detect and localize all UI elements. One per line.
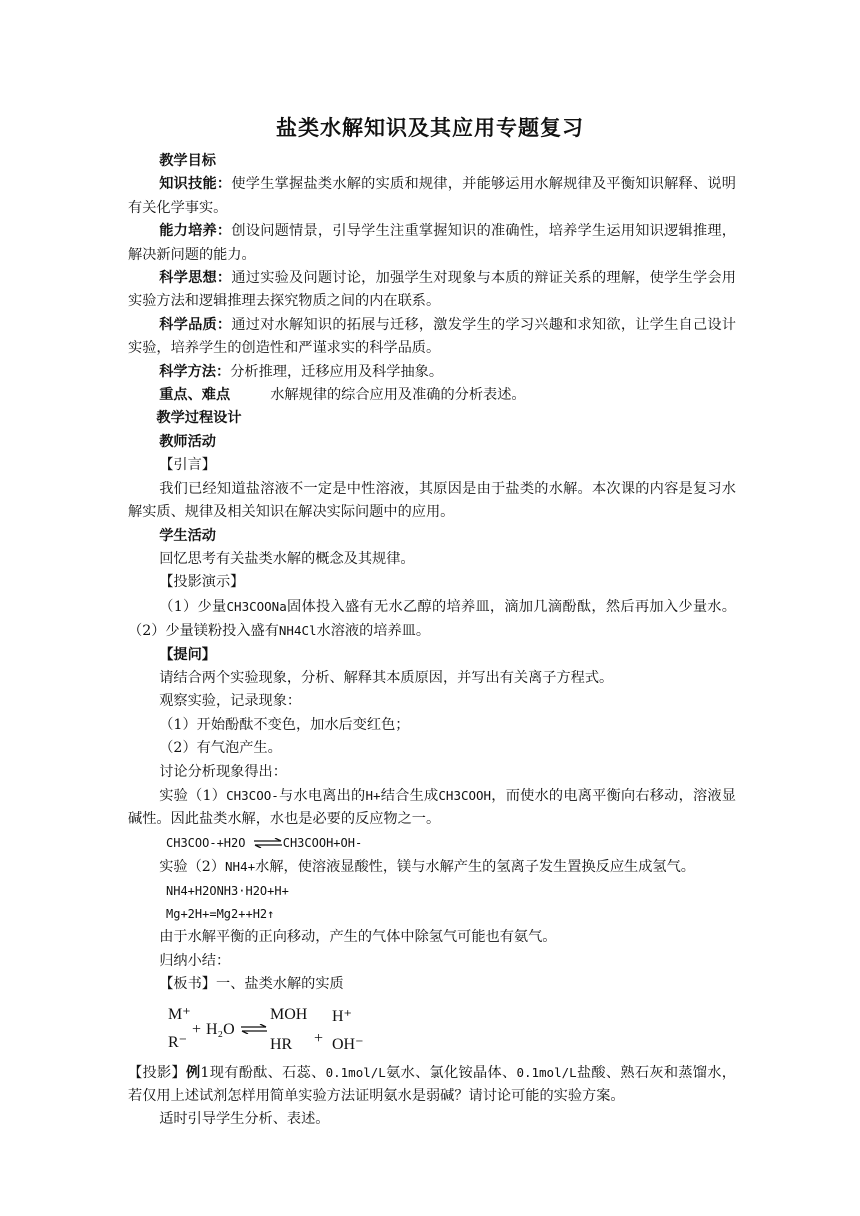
example-paragraph bbox=[128, 1061, 736, 1109]
thought-label: 科学思想： bbox=[159, 270, 232, 287]
method-label: 科学方法： bbox=[159, 363, 231, 380]
observation-2: （2）有气泡产生。 bbox=[159, 740, 282, 757]
page-title: 盐类水解知识及其应用专题复习 bbox=[276, 116, 584, 140]
experiment-1-paragraph bbox=[128, 784, 736, 832]
observe-text: 观察实验，记录现象： bbox=[159, 693, 302, 710]
hydroxide-ion-label: OH⁻ bbox=[332, 1035, 364, 1053]
goals-heading: 教学目标 bbox=[159, 153, 216, 169]
equation-left: CH3COO-+H2O bbox=[166, 835, 246, 850]
chem-formula: CH3COO- bbox=[226, 787, 279, 803]
equation-3: Mg+2H+=Mg2++H2↑ bbox=[166, 907, 275, 921]
document-body bbox=[128, 150, 736, 1132]
question-tag: 【提问】 bbox=[159, 646, 216, 663]
summary-text: 归纳小结： bbox=[159, 952, 231, 969]
knowledge-paragraph bbox=[128, 173, 736, 220]
cation-label: M⁺ bbox=[168, 1005, 191, 1023]
intro-tag: 【引言】 bbox=[159, 457, 216, 474]
thought-paragraph bbox=[128, 267, 736, 314]
example-number: 1 bbox=[200, 1064, 210, 1081]
water-label: H₂O bbox=[206, 1020, 235, 1038]
example-text: 氨水、氯化铵晶体、 bbox=[385, 1064, 517, 1081]
plus-sign: + bbox=[314, 1029, 324, 1047]
equilibrium-arrow-icon bbox=[253, 838, 283, 848]
exp-text: 与水电离出的 bbox=[278, 787, 366, 804]
ability-paragraph bbox=[128, 220, 736, 267]
guide-text: 适时引导学生分析、表述。 bbox=[159, 1111, 330, 1128]
acid-label: HR bbox=[270, 1035, 293, 1053]
chem-formula: CH3COONa bbox=[226, 598, 287, 614]
knowledge-label: 知识技能： bbox=[159, 176, 232, 193]
equation-1 bbox=[128, 832, 736, 855]
chem-formula: NH4+ bbox=[225, 859, 256, 875]
ability-text: 创设问题情景，引导学生注重掌握知识的准确性，培养学生运用知识逻辑推理，解决新问题的能力。 bbox=[128, 223, 736, 263]
projection-paragraph bbox=[128, 595, 736, 644]
ability-label: 能力培养： bbox=[159, 223, 232, 240]
concentration: 0.1mol/L bbox=[516, 1064, 577, 1080]
example-text: 盐酸、熟石灰和蒸馏水，若仅用上述试剂怎样用简单实验方法证明氨水是弱碱？请讨论可能的实验方案。 bbox=[128, 1064, 736, 1105]
key-label: 重点、难点 bbox=[159, 387, 231, 404]
projection-tag: 【投影演示】 bbox=[159, 574, 245, 591]
key-text: 水解规律的综合应用及准确的分析表述。 bbox=[270, 387, 526, 404]
base-label: MOH bbox=[270, 1005, 308, 1023]
projection-text: （1）少量 bbox=[159, 598, 227, 615]
hydrolysis-formula-diagram bbox=[166, 1001, 736, 1059]
teacher-label: 教师活动 bbox=[159, 433, 216, 450]
projection-text: 固体投入盛有无水乙醇的培养皿，滴加几滴酚酞，然后再加入少量水。（2）少量镁粉投入盛有 bbox=[128, 598, 736, 640]
equilibrium-arrow-icon bbox=[240, 1024, 268, 1034]
method-text: 分析推理，迁移应用及科学抽象。 bbox=[230, 363, 444, 380]
hydrogen-ion-label: H⁺ bbox=[332, 1007, 352, 1025]
anion-label: R⁻ bbox=[168, 1033, 188, 1051]
method-paragraph bbox=[128, 361, 736, 384]
board-text: 一、盐类水解的实质 bbox=[216, 976, 344, 993]
intro-text: 我们已经知道盐溶液不一定是中性溶液，其原因是由于盐类的水解。本次课的内容是复习水解实质、规律及相关知识在解决实际问题中的应用。 bbox=[128, 480, 736, 521]
board-paragraph bbox=[128, 973, 736, 996]
observation-1: （1）开始酚酞不变色，加水后变红色； bbox=[159, 716, 410, 733]
equation-right: CH3COOH+OH- bbox=[282, 835, 363, 850]
concentration: 0.1mol/L bbox=[325, 1064, 386, 1080]
quality-paragraph bbox=[128, 314, 736, 361]
discuss-text: 讨论分析现象得出： bbox=[159, 763, 287, 780]
equation-2: NH4+H2ONH3·H2O+H+ bbox=[166, 883, 289, 898]
recall-text: 回忆思考有关盐类水解的概念及其规律。 bbox=[159, 550, 415, 567]
exp-text: 实验（1） bbox=[159, 787, 227, 804]
exp-text: ，而使水的电离平衡向右移动，溶液显碱性。因此盐类水解，水也是必要的反应物之一。 bbox=[128, 787, 736, 828]
plus-sign: + bbox=[192, 1020, 202, 1038]
projection-text: 水溶液的培养皿。 bbox=[316, 623, 431, 640]
experiment-2-paragraph bbox=[128, 855, 736, 879]
exp-text: 结合生成 bbox=[380, 787, 439, 804]
quality-label: 科学品质： bbox=[159, 316, 232, 333]
knowledge-text: 使学生掌握盐类水解的实质和规律，并能够运用水解规律及平衡知识解释、说明有关化学事实。 bbox=[128, 176, 736, 216]
conclusion-text: 由于水解平衡的正向移动，产生的气体中除氢气可能也有氨气。 bbox=[159, 929, 557, 946]
process-heading: 教学过程设计 bbox=[156, 410, 242, 427]
chem-formula: NH4Cl bbox=[278, 623, 317, 639]
key-paragraph bbox=[128, 384, 736, 407]
exp-text: 实验（2） bbox=[159, 859, 226, 876]
chem-formula: H+ bbox=[365, 787, 381, 803]
exp-text: 水解，使溶液显酸性，镁与水解产生的氢离子发生置换反应生成氢气。 bbox=[255, 859, 695, 876]
chem-formula: CH3COOH bbox=[438, 787, 492, 803]
board-tag: 【板书】 bbox=[159, 976, 216, 993]
quality-text: 通过对水解知识的拓展与迁移，激发学生的学习兴趣和求知欲，让学生自己设计实验，培养学生的创造性和严谨求实的科学品质。 bbox=[128, 316, 736, 357]
example-tag: 【投影】 bbox=[128, 1064, 186, 1081]
example-label: 例 bbox=[185, 1064, 201, 1081]
thought-text: 通过实验及问题讨论，加强学生对现象与本质的辩证关系的理解，使学生学会用实验方法和逻辑推理去探究物质之间的内在联系。 bbox=[128, 270, 736, 310]
question-text: 请结合两个实验现象，分析、解释其本质原因，并写出有关离子方程式。 bbox=[159, 669, 614, 686]
student-label: 学生活动 bbox=[159, 527, 216, 544]
example-text: 现有酚酞、石蕊、 bbox=[209, 1064, 326, 1081]
